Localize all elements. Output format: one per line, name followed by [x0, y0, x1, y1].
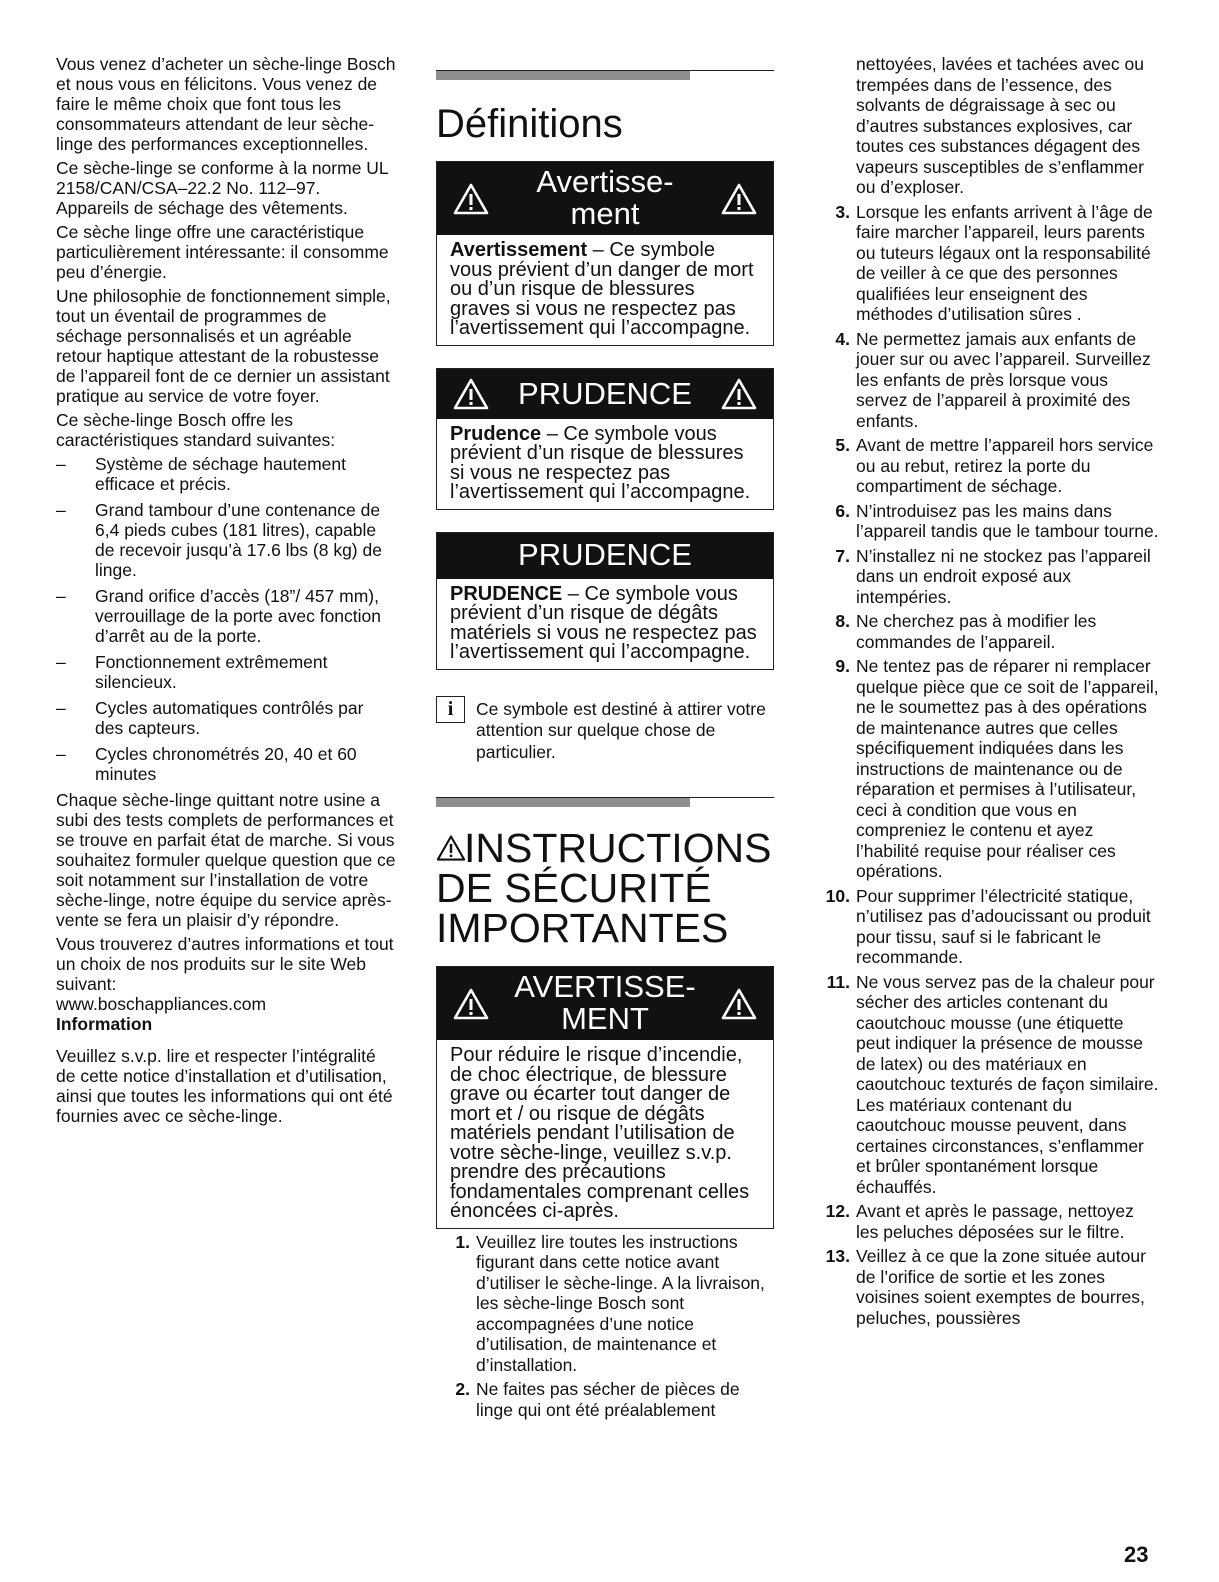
list-item: 2. Ne faites pas sécher de pièces de linge qui ont été préalablement	[455, 1379, 740, 1420]
list-item: – Cycles chronométrés 20, 40 et 60 minutes	[56, 744, 357, 784]
dash-bullet: –	[56, 652, 66, 672]
web-url: www.boschappliances.com	[56, 994, 267, 1014]
list-item: 6. N’introduisez pas les mains dans l’appareil tandis que le tambour tourne.	[835, 500, 1159, 541]
intro-column	[56, 54, 396, 1130]
dash-bullet: –	[56, 500, 66, 520]
intro-paragraph: Chaque sèche-linge quittant notre usine a subi des tests complets de performances et se trouve en parfait état de marche. Si vous souhaitez formuler quelque question que ce soit notamment sur l’installation de votre sèche-linge, notre équipe du service après-vente se fera un plaisir d’y répondre.	[56, 790, 396, 930]
info-note	[436, 696, 774, 764]
information-paragraph: Veuillez s.v.p. lire et respecter l’intégralité de cette notice d’installation et d’utilisation, ainsi que toutes les informations qui ont été fournies avec ce sèche-linge.	[56, 1046, 393, 1126]
list-continuation: nettoyées, lavées et tachées avec ou trempées dans de l’essence, des solvants de dégraissage à sec ou d’autres substances explosives, car toutes ces substances dégagent des vapeurs susceptibles de s’enflammer ou d’exploser.	[856, 54, 1144, 197]
safety-warning-box	[436, 966, 774, 1229]
dash-bullet: –	[56, 586, 66, 606]
dash-bullet: –	[56, 744, 66, 764]
page-number: 23	[1124, 1542, 1149, 1567]
section-rule	[436, 70, 774, 81]
intro-paragraph: Ce sèche linge offre une caractéristique particulièrement intéressante: il consomme peu d’énergie.	[56, 222, 389, 282]
warning-box	[436, 161, 774, 346]
caution-header: PRUDENCE	[437, 369, 773, 419]
warning-triangle-icon	[721, 377, 757, 411]
warning-triangle-icon	[721, 182, 757, 216]
warning-triangle-icon	[721, 987, 757, 1021]
list-item: – Fonctionnement extrêmement silencieux.	[56, 652, 328, 692]
list-item: – Cycles automatiques contrôlés par des capteurs.	[56, 698, 364, 738]
list-item: – Système de séchage hautement efficace et précis.	[56, 454, 346, 494]
list-item: 7. N’installez ni ne stockez pas l’appareil dans un endroit exposé aux intempéries.	[835, 545, 1151, 607]
list-item: 13. Veillez à ce que la zone située autour de l’orifice de sortie et les zones voisines soient exemptes de bourres, peluches, poussières	[825, 1246, 1146, 1328]
warning-triangle-icon	[453, 377, 489, 411]
safety-column	[820, 54, 1160, 1332]
safety-list	[436, 1232, 774, 1421]
list-item: 5. Avant de mettre l’appareil hors service ou au rebut, retirez la porte du compartiment de séchage.	[835, 435, 1154, 496]
info-icon: i	[436, 696, 465, 723]
dash-bullet: –	[56, 454, 66, 474]
warning-description: Avertissement – Ce symbole vous prévient d’un danger de mort ou d’un risque de blessures graves si vous ne respectez pas l’avertissement qui l’accompagne.	[450, 239, 754, 339]
intro-paragraph: Vous venez d’acheter un sèche-linge Bosch et nous vous en félicitons. Vous venez de faire le même choix que font tous les consommateurs attendant de leur sèche-linge des performances exceptionnelles.	[56, 54, 396, 154]
intro-paragraph: Ce sèche-linge se conforme à la norme UL 2158/CAN/CSA–22.2 No. 112–97. Appareils de séchage des vêtements.	[56, 158, 389, 218]
property-caution-box	[436, 532, 774, 670]
feature-list	[56, 454, 396, 784]
warning-triangle-icon	[436, 834, 466, 862]
warning-triangle-icon	[453, 182, 489, 216]
list-item: 12. Avant et après le passage, nettoyez les peluches déposées sur le filtre.	[825, 1201, 1134, 1242]
caution-description: Prudence – Ce symbole vous prévient d’un risque de blessures si vous ne respectez pas l’avertissement qui l’accompagne.	[450, 422, 751, 503]
intro-paragraph: Ce sèche-linge Bosch offre les caractéristiques standard suivantes:	[56, 410, 336, 450]
information-heading: Information	[56, 1014, 153, 1034]
list-item: 8. Ne cherchez pas à modifier les commandes de l’appareil.	[835, 611, 1097, 652]
list-item: 9. Ne tentez pas de réparer ni remplacer quelque pièce que ce soit de l’appareil, ne le soumettez pas à des opérations de maintenance autres que celles spécifiquement indiquées dans les instructions de maintenance ou de réparation et permises à l’utilisateur, ceci à condition que vous en compreniez le contenu et ayez l’habilité requise pour réaliser ces opérations.	[835, 656, 1159, 881]
definitions-title: Définitions	[436, 102, 623, 146]
property-caution-header: PRUDENCE	[437, 533, 773, 579]
warning-triangle-icon	[453, 987, 489, 1021]
list-item: 10. Pour supprimer l’électricité statique, n’utilisez pas d’adoucissant ou produit pour tissu, sauf si le fabricant le recommande.	[825, 885, 1151, 967]
caution-box	[436, 368, 774, 510]
list-item: 4. Ne permettez jamais aux enfants de jouer sur ou avec l’appareil. Surveillez les enfants de près lorsque vous servez de l’appareil à proximité des enfants.	[835, 328, 1151, 431]
list-item: 3. Lorsque les enfants arrivent à l’âge de faire marcher l’appareil, leurs parents ou tuteurs légaux ont la responsabilité de veiller à ce que des personnes qualifiées leur enseignent des méthodes d’utilisation sûres .	[835, 201, 1153, 324]
safety-title: INSTRUCTIONS DE SÉCURITÉ IMPORTANTES	[436, 825, 772, 951]
web-paragraph: Vous trouverez d’autres informations et tout un choix de nos produits sur le site Web suivant:	[56, 934, 394, 994]
intro-paragraph: Une philosophie de fonctionnement simple, tout un éventail de programmes de séchage personnalisés et un agréable retour haptique attestant de la robustesse de l’appareil font de ce dernier un assistant pratique au service de votre foyer.	[56, 286, 391, 406]
dash-bullet: –	[56, 698, 66, 718]
section-rule	[436, 797, 774, 808]
list-item: – Grand tambour d’une contenance de 6,4 pieds cubes (181 litres), capable de recevoir jusqu’à 17.6 lbs (8 kg) de linge.	[56, 500, 382, 580]
list-item: – Grand orifice d’accès (18”/ 457 mm), verrouillage de la porte avec fonction d’arrêt au de la porte.	[56, 586, 382, 646]
safety-warning-description: Pour réduire le risque d’incendie, de choc électrique, de blessure grave ou écarter tout danger de mort et / ou risque de dégâts matériels pendant l’utilisation de votre sèche-linge, veuillez s.v.p. prendre des précautions fondamentales comprenant celles énoncées ci-après.	[450, 1044, 750, 1222]
list-item: 1. Veuillez lire toutes les instructions figurant dans cette notice avant d’utiliser le sèche-linge. A la livraison, les sèche-linge Bosch sont accompagnées d’une notice d’utilisation, de maintenance et d’installation.	[455, 1231, 765, 1375]
safety-list-continued	[820, 202, 1160, 1329]
property-caution-description: PRUDENCE – Ce symbole vous prévient d’un risque de dégâts matériels si vous ne respectez pas l’avertissement qui l’accompagne.	[450, 582, 757, 663]
safety-warning-header: AVERTISSE- MENT	[437, 967, 773, 1040]
warning-header: Avertisse- ment	[437, 162, 773, 235]
info-note-text: Ce symbole est destiné à attirer votre attention sur quelque chose de particulier.	[476, 698, 766, 762]
definitions-column	[436, 70, 774, 1424]
list-item: 11. Ne vous servez pas de la chaleur pour sécher des articles contenant du caoutchouc mousse (une étiquette peut indiquer la présence de mousse de latex) ou des matériaux en caoutchouc texturés de façon similaire. Les matériaux contenant du caoutchouc mousse peuvent, dans certaines circonstances, s’enflammer et brûler spontanément lorsque échauffés.	[826, 971, 1159, 1197]
